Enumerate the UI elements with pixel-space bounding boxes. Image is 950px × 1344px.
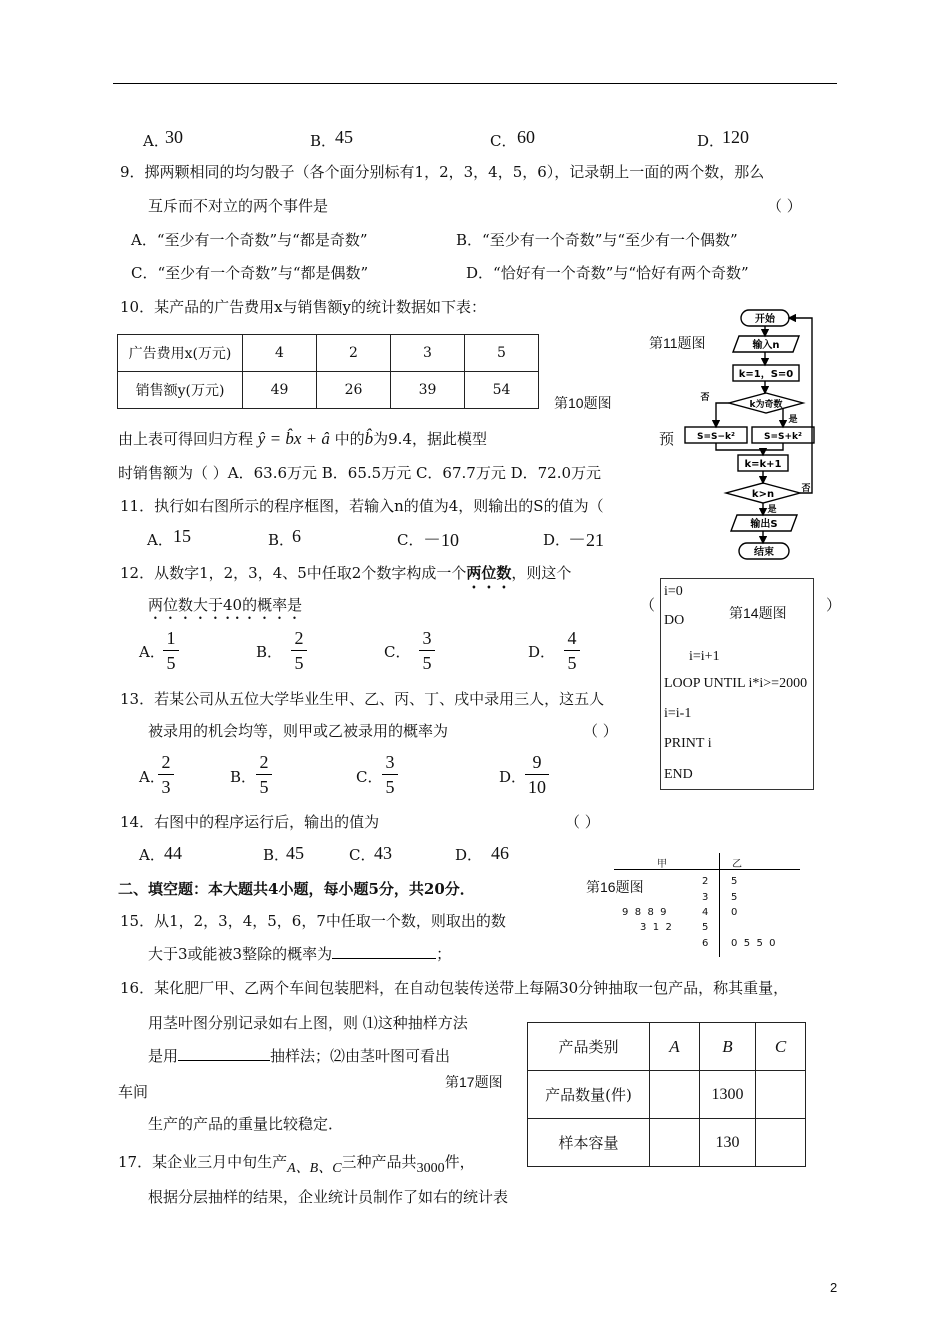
leaf-right: 5 <box>731 892 738 903</box>
q10-line1: 10．某产品的广告费用x与销售额y的统计数据如下表： <box>120 298 487 316</box>
q11-b-label: B． <box>268 531 295 549</box>
q14-d-label: D． <box>455 846 483 864</box>
q10-cell: 4 <box>243 335 317 372</box>
frac-den: 3 <box>161 777 171 797</box>
q13-b-label: B． <box>230 768 257 786</box>
frac-den: 5 <box>422 653 432 673</box>
q14-c-value: 43 <box>374 843 392 863</box>
q10-line2 <box>118 428 487 449</box>
frac-den: 5 <box>294 653 304 673</box>
q10-line2b: 中的 <box>334 430 365 448</box>
q15-line1: 15．从1，2，3，4，5，6，7中任取一个数，则取出的数 <box>120 912 506 930</box>
q10-cell: 26 <box>317 372 391 409</box>
flow-start: 开始 <box>755 314 775 325</box>
q9-option-c: C．“至少有一个奇数”与“都是偶数” <box>131 264 369 282</box>
q11-c-value: －10 <box>423 530 459 550</box>
q14-b-value: 45 <box>286 843 304 863</box>
q11-d-label: D． <box>543 531 571 549</box>
flow-output: 输出S <box>750 519 778 530</box>
q10-data-table <box>117 334 539 409</box>
frac-num: 2 <box>161 752 171 772</box>
q16-line3a: 是用 <box>148 1047 179 1065</box>
stem: 4 <box>702 907 709 918</box>
q8-opt-d-label: D． <box>697 132 725 150</box>
flow-cond2: k>n <box>751 489 775 500</box>
flow-right: S=S+k² <box>764 432 802 442</box>
frac-den: 5 <box>259 777 269 797</box>
q8-opt-b-value: 45 <box>335 127 353 147</box>
q10-cell: 54 <box>465 372 539 409</box>
q12-a-fraction <box>163 627 179 674</box>
q10-bhat: b̂ <box>364 429 374 448</box>
frac-num: 2 <box>259 752 269 772</box>
flow-yes: 是 <box>788 415 798 425</box>
q16-line4: 车间 <box>118 1083 149 1101</box>
code-line: PRINT i <box>664 736 712 751</box>
q10-line3: 时销售额为（ ）A．63.6万元 B．65.5万元 C．67.7万元 D．72.0万元 <box>118 464 602 482</box>
q17-line2: 根据分层抽样的结果，企业统计员制作了如右的统计表 <box>148 1188 509 1206</box>
q10-line2a: 由上表可得回归方程 <box>118 430 254 448</box>
q17-cell[interactable] <box>756 1071 806 1119</box>
q8-opt-b-label: B． <box>310 132 337 150</box>
code-line: i=i+1 <box>689 649 720 664</box>
stemleaf-head-right: 乙 <box>732 859 742 870</box>
q11-a-value: 15 <box>173 526 191 546</box>
q9-paren: （ ） <box>767 197 802 215</box>
leaf-right: 0 <box>731 907 738 918</box>
leaf-right: 5 <box>731 876 738 887</box>
q13-b-fraction <box>256 751 272 798</box>
q17-cell: 130 <box>700 1119 756 1167</box>
q9-line1: 9．掷两颗相同的均匀骰子（各个面分别标有1，2，3，4，5，6），记录朝上一面的两个数，那么 <box>120 163 765 181</box>
q14-d-value: 46 <box>491 843 509 863</box>
q9-option-a: A．“至少有一个奇数”与“都是奇数” <box>131 231 368 249</box>
q15-line2-text: 大于3或能被3整除的概率为 <box>148 945 333 963</box>
flowchart <box>675 305 825 567</box>
flow-init: k=1，S=0 <box>738 369 794 380</box>
stem: 2 <box>702 876 709 887</box>
q10-cell: 49 <box>243 372 317 409</box>
q14-caption: 第14题图 <box>729 605 787 621</box>
q17-line1 <box>118 1151 475 1176</box>
q17-line1b: 三种产品共 <box>341 1153 417 1171</box>
q11-c-label: C． <box>397 531 424 549</box>
flow-input: 输入n <box>752 340 780 351</box>
section2-heading: 二、填空题：本大题共4小题，每小题5分，共20分． <box>118 880 475 898</box>
frac-den: 5 <box>166 653 176 673</box>
q13-line1: 13．若某公司从五位大学毕业生甲、乙、丙、丁、戌中录用三人，这五人 <box>120 690 605 708</box>
flow-left: S=S−k² <box>697 432 735 442</box>
flow-cond1: k为奇数 <box>749 400 783 410</box>
leaf-left: 3 1 2 <box>640 922 672 933</box>
q17-abc: A、B、C <box>287 1161 342 1176</box>
q15-answer-blank[interactable] <box>332 958 436 959</box>
q17-caption: 第17题图 <box>445 1074 503 1090</box>
stemleaf-head-left: 甲 <box>657 859 667 870</box>
q16-sampling-blank[interactable] <box>178 1060 270 1061</box>
q12-a-label: A． <box>139 643 165 661</box>
q12-d-fraction <box>564 627 580 674</box>
frac-num: 2 <box>294 628 304 648</box>
q10-pred: 预 <box>659 430 675 448</box>
q12-paren-right: ） <box>826 596 842 614</box>
code-line: i=0 <box>664 584 683 599</box>
q14-c-label: C． <box>349 846 376 864</box>
q12-b-fraction <box>291 627 307 674</box>
q13-a-fraction <box>158 751 174 798</box>
frac-num: 3 <box>385 752 395 772</box>
stemleaf-divider <box>719 853 720 957</box>
q17-total: 3000 <box>416 1161 445 1176</box>
q12-d-label: D． <box>528 643 556 661</box>
stem: 6 <box>702 938 709 949</box>
q16-line2: 用茎叶图分别记录如右上图，则 ⑴这种抽样方法 <box>148 1014 468 1032</box>
q17-stat-table <box>527 1022 806 1167</box>
q9-option-d: D．“恰好有一个奇数”与“恰好有两个奇数” <box>466 264 749 282</box>
stem: 3 <box>702 892 709 903</box>
q13-line2: 被录用的机会均等，则甲或乙被录用的概率为 <box>148 722 449 740</box>
stem: 5 <box>702 922 709 933</box>
q11-line1: 11．执行如右图所示的程序框图，若输入n的值为4，则输出的S的值为（ <box>120 497 604 515</box>
q17-cell: 产品数量(件) <box>528 1071 650 1119</box>
q12-b-label: B． <box>256 643 283 661</box>
frac-den: 5 <box>567 653 577 673</box>
q11-b-value: 6 <box>292 526 301 546</box>
frac-num: 1 <box>166 628 176 648</box>
q15-semicolon: ； <box>436 945 452 963</box>
q17-header-cell: B <box>700 1023 756 1071</box>
q10-cell: 39 <box>391 372 465 409</box>
q17-cell[interactable] <box>650 1071 700 1119</box>
frac-den: 5 <box>385 777 395 797</box>
q16-line1: 16．某化肥厂甲、乙两个车间包装肥料，在自动包装传送带上每隔30分钟抽取一包产品，称其重量， <box>120 979 789 997</box>
q12-bold-term: 两位数 <box>466 564 512 582</box>
q10-row1-label: 广告费用x(万元) <box>118 335 243 372</box>
frac-den: 10 <box>528 777 546 797</box>
q12-c-label: C． <box>384 643 411 661</box>
q11-d-value: －21 <box>568 530 604 550</box>
q11-a-label: A． <box>147 531 173 549</box>
q14-a-value: 44 <box>164 843 182 863</box>
q8-opt-a-label: A． <box>143 132 169 150</box>
q16-line3b: 抽样法；⑵由茎叶图可看出 <box>270 1047 451 1065</box>
q16-line5: 生产的产品的重量比较稳定． <box>148 1115 344 1133</box>
q14-program-box <box>660 578 814 790</box>
q13-d-label: D． <box>499 768 527 786</box>
q10-line2c: 为9.4，据此模型 <box>373 430 487 448</box>
q17-line1c: 件， <box>444 1153 475 1171</box>
header-rule <box>113 83 837 84</box>
leaf-right: 0 5 5 0 <box>731 938 776 949</box>
q12-c-fraction <box>419 627 435 674</box>
flow-inc: k=k+1 <box>744 459 782 470</box>
q16-line3 <box>148 1045 450 1066</box>
q12-paren-left: （ <box>640 596 656 614</box>
code-line: LOOP UNTIL i*i>=2000 <box>664 676 808 691</box>
q15-line2 <box>148 943 451 964</box>
q14-paren: （ ） <box>565 813 600 831</box>
flow-yes2: 是 <box>767 505 777 515</box>
q14-line1: 14．右图中的程序运行后，输出的值为 <box>120 813 380 831</box>
q13-paren: （ ） <box>583 722 618 740</box>
q10-cell: 5 <box>465 335 539 372</box>
stemleaf-rule <box>614 869 800 870</box>
q8-opt-d-value: 120 <box>722 127 749 147</box>
q10-equation: ŷ = b̂x + â <box>257 429 330 448</box>
flow-no2: 否 <box>801 484 811 494</box>
q8-opt-c-label: C． <box>490 132 517 150</box>
q13-a-label: A． <box>139 768 165 786</box>
page-number: 2 <box>830 1280 838 1295</box>
q10-row2-label: 销售额y(万元) <box>118 372 243 409</box>
q17-header-cell: 产品类别 <box>528 1023 650 1071</box>
flow-end: 结束 <box>754 547 774 558</box>
q14-a-label: A． <box>139 846 165 864</box>
q8-opt-a-value: 30 <box>165 127 183 147</box>
q10-caption: 第10题图 <box>554 395 612 411</box>
q13-c-fraction <box>382 751 398 798</box>
q11-caption: 第11题图 <box>649 335 706 351</box>
q17-cell: 样本容量 <box>528 1119 650 1167</box>
q13-d-fraction <box>525 751 549 798</box>
q12-line2: 两位数大于40的概率是 <box>148 596 303 614</box>
q17-cell: 1300 <box>700 1071 756 1119</box>
leaf-left: 9 8 8 9 <box>622 907 667 918</box>
q9-option-b: B．“至少有一个奇数”与“至少有一个偶数” <box>456 231 738 249</box>
q10-cell: 3 <box>391 335 465 372</box>
code-line: i=i-1 <box>664 706 692 721</box>
q17-cell[interactable] <box>650 1119 700 1167</box>
flow-no: 否 <box>700 393 710 403</box>
frac-num: 9 <box>532 752 542 772</box>
q12-line1 <box>120 562 571 592</box>
q13-c-label: C． <box>356 768 383 786</box>
q9-line2: 互斥而不对立的两个事件是 <box>148 197 329 215</box>
q14-b-label: B． <box>263 846 290 864</box>
q12-line1a: 12．从数字1，2，3，4、5中任取2个数字构成一个 <box>120 564 467 582</box>
q17-line1a: 17．某企业三月中旬生产 <box>118 1153 288 1171</box>
code-line: END <box>664 767 693 782</box>
q10-cell: 2 <box>317 335 391 372</box>
q17-cell[interactable] <box>756 1119 806 1167</box>
q17-header-cell: C <box>756 1023 806 1071</box>
q8-opt-c-value: 60 <box>517 127 535 147</box>
code-line: DO <box>664 613 685 628</box>
q16-caption: 第16题图 <box>586 879 644 895</box>
q12-line1b: ，则这个 <box>511 564 572 582</box>
frac-num: 4 <box>567 628 577 648</box>
frac-num: 3 <box>422 628 432 648</box>
q17-header-cell: A <box>650 1023 700 1071</box>
